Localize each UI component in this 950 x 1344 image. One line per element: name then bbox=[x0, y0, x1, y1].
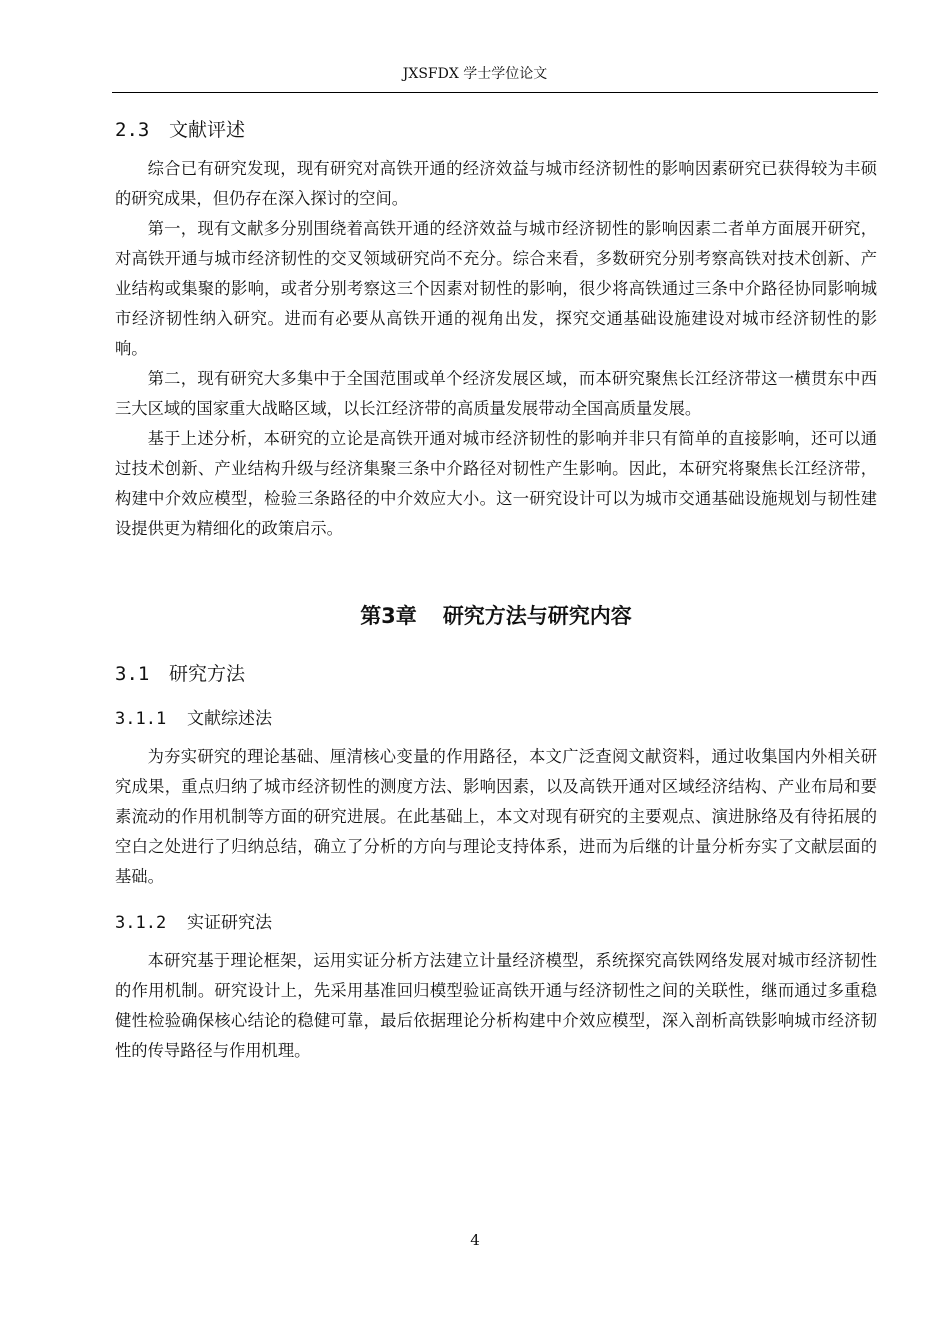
chapter-heading bbox=[115, 600, 877, 632]
subsection-number: 3.1.2 bbox=[115, 913, 167, 933]
section-title: 研究方法 bbox=[169, 663, 246, 685]
paragraph: 第二，现有研究大多集中于全国范围或单个经济发展区域，而本研究聚焦长江经济带这一横贯东中西三大区域的国家重大战略区域，以长江经济带的高质量发展带动全国高质量发展。 bbox=[115, 369, 877, 418]
section-number: 2.3 bbox=[115, 119, 150, 141]
section-title: 文献评述 bbox=[169, 119, 246, 141]
page-body bbox=[115, 114, 877, 1066]
section-heading-3-1 bbox=[115, 658, 877, 690]
chapter-number: 第3章 bbox=[360, 604, 417, 628]
paragraph: 综合已有研究发现，现有研究对高铁开通的经济效益与城市经济韧性的影响因素研究已获得较为丰硕的研究成果，但仍存在深入探讨的空间。 bbox=[115, 159, 877, 208]
header-divider bbox=[112, 92, 878, 93]
subsection-heading-3-1-2 bbox=[115, 908, 877, 938]
subsection-heading-3-1-1 bbox=[115, 704, 877, 734]
chapter-title: 研究方法与研究内容 bbox=[442, 604, 632, 628]
page-number: 4 bbox=[470, 1231, 480, 1249]
subsection-title: 文献综述法 bbox=[187, 709, 272, 729]
subsection-number: 3.1.1 bbox=[115, 709, 167, 729]
paragraph: 第一，现有文献多分别围绕着高铁开通的经济效益与城市经济韧性的影响因素二者单方面展开研究，对高铁开通与城市经济韧性的交叉领域研究尚不充分。综合来看，多数研究分别考察高铁对技术创新、产业结构或集聚的影响，或者分别考察这三个因素对韧性的影响，很少将高铁通过三条中介路径协同影响城市经济韧性纳入研究。进而有必要从高铁开通的视角出发，探究交通基础设施建设对城市经济韧性的影响。 bbox=[115, 219, 877, 358]
subsection-title: 实证研究法 bbox=[187, 913, 272, 933]
section-number: 3.1 bbox=[115, 663, 150, 685]
section-heading-2-3 bbox=[115, 114, 877, 146]
paragraph: 为夯实研究的理论基础、厘清核心变量的作用路径，本文广泛查阅文献资料，通过收集国内外相关研究成果，重点归纳了城市经济韧性的测度方法、影响因素，以及高铁开通对区域经济结构、产业布局和要素流动的作用机制等方面的研究进展。在此基础上，本文对现有研究的主要观点、演进脉络及有待拓展的空白之处进行了归纳总结，确立了分析的方向与理论支持体系，进而为后继的计量分析夯实了文献层面的基础。 bbox=[115, 747, 877, 886]
paragraph: 本研究基于理论框架，运用实证分析方法建立计量经济模型，系统探究高铁网络发展对城市经济韧性的作用机制。研究设计上，先采用基准回归模型验证高铁开通与经济韧性之间的关联性，继而通过多重稳健性检验确保核心结论的稳健可靠，最后依据理论分析构建中介效应模型，深入剖析高铁影响城市经济韧性的传导路径与作用机理。 bbox=[115, 951, 877, 1060]
running-header: JXSFDX 学士学位论文 bbox=[402, 66, 548, 82]
paragraph: 基于上述分析，本研究的立论是高铁开通对城市经济韧性的影响并非只有简单的直接影响，还可以通过技术创新、产业结构升级与经济集聚三条中介路径对韧性产生影响。因此，本研究将聚焦长江经济带，构建中介效应模型，检验三条路径的中介效应大小。这一研究设计可以为城市交通基础设施规划与韧性建设提供更为精细化的政策启示。 bbox=[115, 429, 877, 538]
